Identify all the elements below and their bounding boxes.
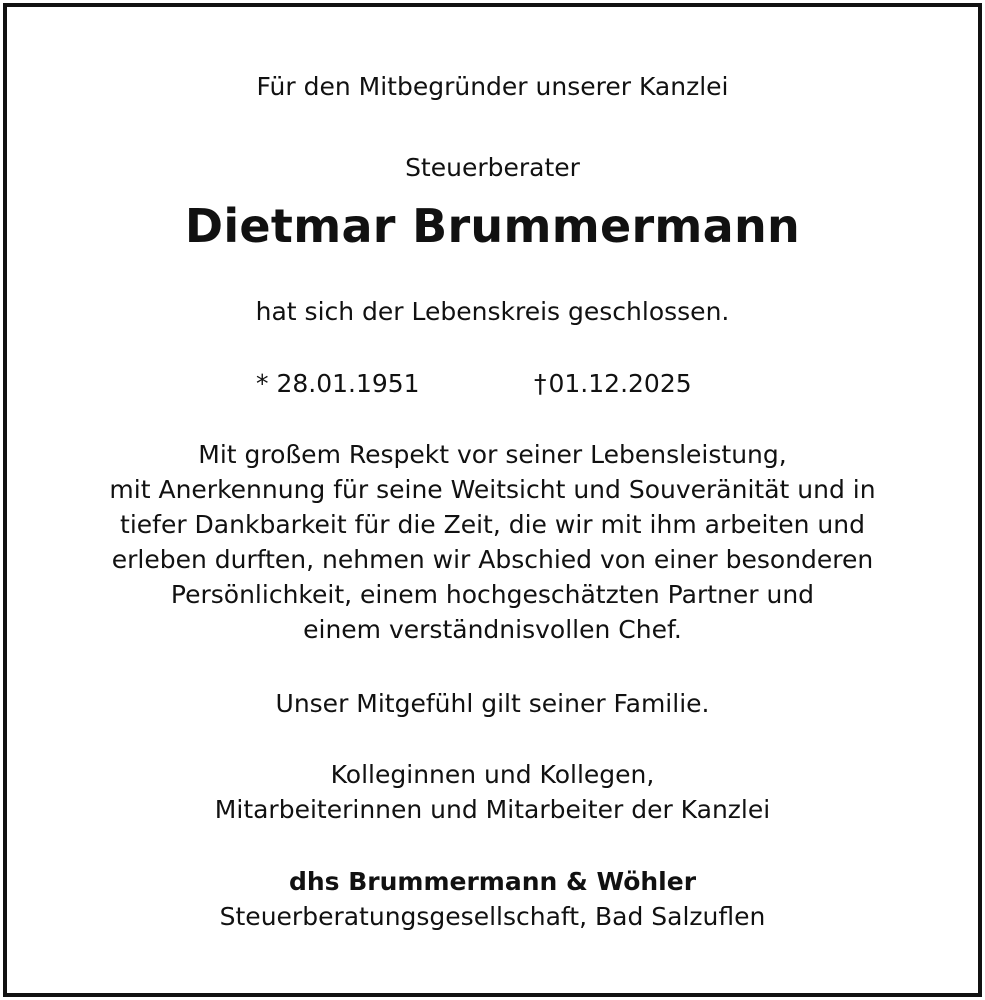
tribute-line: erleben durften, nehmen wir Abschied von einer besonderen (111, 545, 874, 574)
condolence-text: Unser Mitgefühl gilt seiner Familie. (275, 689, 710, 718)
tribute-line: Mit großem Respekt vor seiner Lebensleistung, (198, 440, 787, 469)
tribute-line: mit Anerkennung für seine Weitsicht und Souveränität und in (109, 475, 876, 504)
cross-icon: † (534, 369, 547, 398)
deceased-name: Dietmar Brummermann (184, 199, 801, 253)
signer-line: Mitarbeiterinnen und Mitarbeiter der Kanzlei (214, 795, 771, 824)
tribute-line: Persönlichkeit, einem hochgeschätzten Partner und (170, 580, 815, 609)
intro-text: Für den Mitbegründer unserer Kanzlei (256, 72, 729, 101)
tribute-line: tiefer Dankbarkeit für die Zeit, die wir mit ihm arbeiten und (120, 510, 865, 539)
birth-date: * 28.01.1951 (256, 369, 420, 398)
profession-text: Steuerberater (405, 153, 580, 182)
firm-subtitle: Steuerberatungsgesellschaft, Bad Salzuflen (219, 902, 766, 931)
death-date: 01.12.2025 (548, 369, 692, 398)
firm-name: dhs Brummermann & Wöhler (288, 867, 697, 896)
death-date-group (534, 366, 692, 401)
statement-text: hat sich der Lebenskreis geschlossen. (255, 297, 730, 326)
life-dates (0, 366, 985, 401)
signer-line: Kolleginnen und Kollegen, (330, 760, 655, 789)
tribute-line: einem verständnisvollen Chef. (303, 615, 682, 644)
